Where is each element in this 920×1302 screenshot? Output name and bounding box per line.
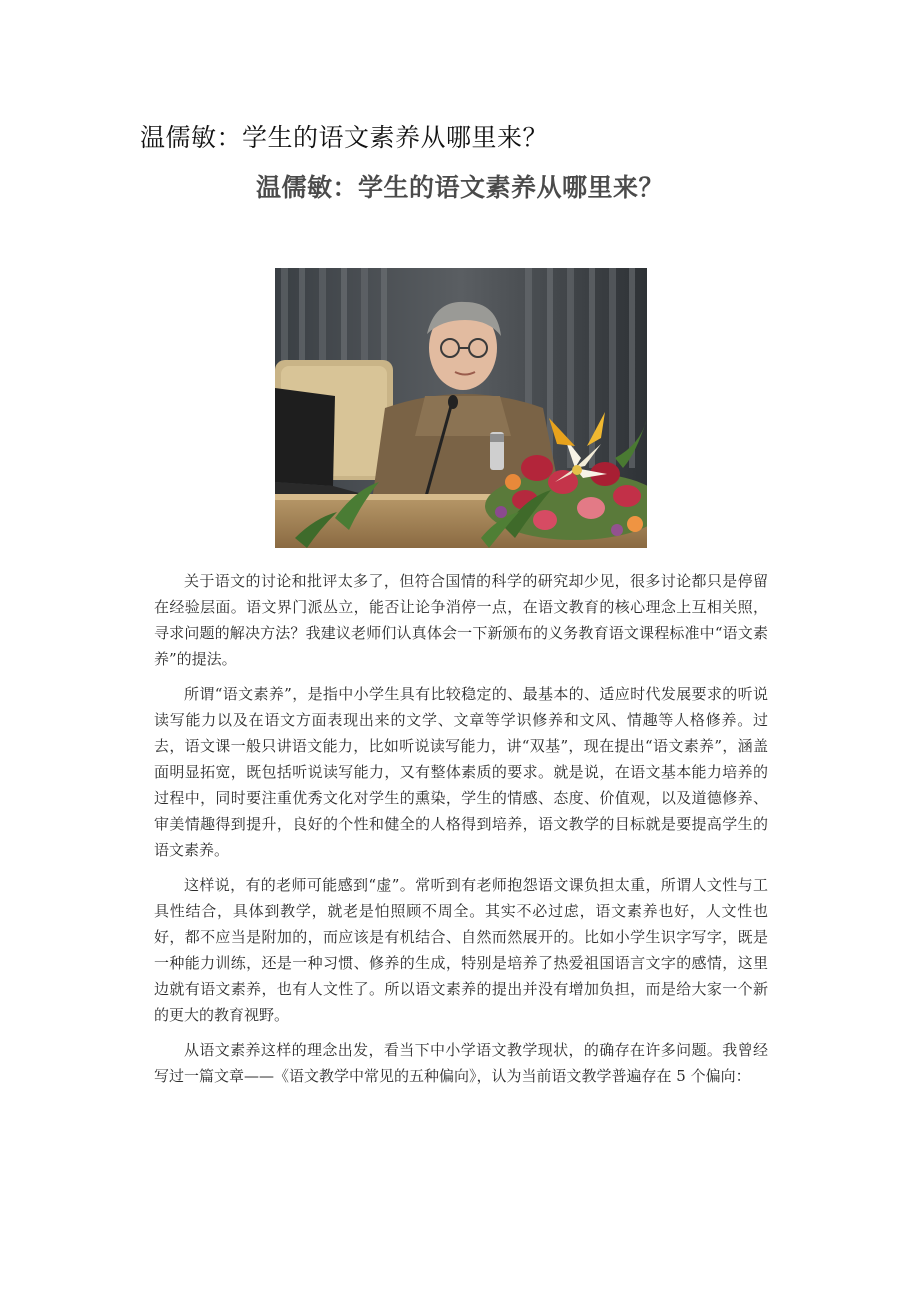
speaker-photo xyxy=(275,268,647,548)
article-body xyxy=(154,568,768,1098)
paragraph: 所谓“语文素养”，是指中小学生具有比较稳定的、最基本的、适应时代发展要求的听说读写能力以及在语文方面表现出来的文学、文章等学识修养和文风、情趣等人格修养。过去，语文课一般只讲语文能力，比如听说读写能力，讲“双基”，现在提出“语文素养”，涵盖面明显拓宽，既包括听说读写能力，又有整体素质的要求。就是说，在语文基本能力培养的过程中，同时要注重优秀文化对学生的熏染，学生的情感、态度、价值观，以及道德修养、审美情趣得到提升，良好的个性和健全的人格得到培养，语文教学的目标就是要提高学生的语文素养。 xyxy=(154,685,768,859)
document-title: 温儒敏：学生的语文素养从哪里来？ xyxy=(140,123,549,152)
article-title: 温儒敏：学生的语文素养从哪里来？ xyxy=(255,173,664,202)
paragraph: 关于语文的讨论和批评太多了，但符合国情的科学的研究却少见，很多讨论都只是停留在经验层面。语文界门派丛立，能否让论争消停一点，在语文教育的核心理念上互相关照，寻求问题的解决方法？我建议老师们认真体会一下新颁布的义务教育语文课程标准中“语文素养”的提法。 xyxy=(154,572,768,668)
paragraph: 这样说，有的老师可能感到“虚”。常听到有老师抱怨语文课负担太重，所谓人文性与工具性结合，具体到教学，就老是怕照顾不周全。其实不必过虑，语文素养也好，人文性也好，都不应当是附加的，而应该是有机结合、自然而然展开的。比如小学生识字写字，既是一种能力训练，还是一种习惯、修养的生成，特别是培养了热爱祖国语言文字的感情，这里边就有语文素养，也有人文性了。所以语文素养的提出并没有增加负担，而是给大家一个新的更大的教育视野。 xyxy=(154,876,768,1024)
paragraph: 从语文素养这样的理念出发，看当下中小学语文教学现状，的确存在许多问题。我曾经写过一篇文章——《语文教学中常见的五种偏向》，认为当前语文教学普遍存在 5 个偏向： xyxy=(154,1041,768,1085)
